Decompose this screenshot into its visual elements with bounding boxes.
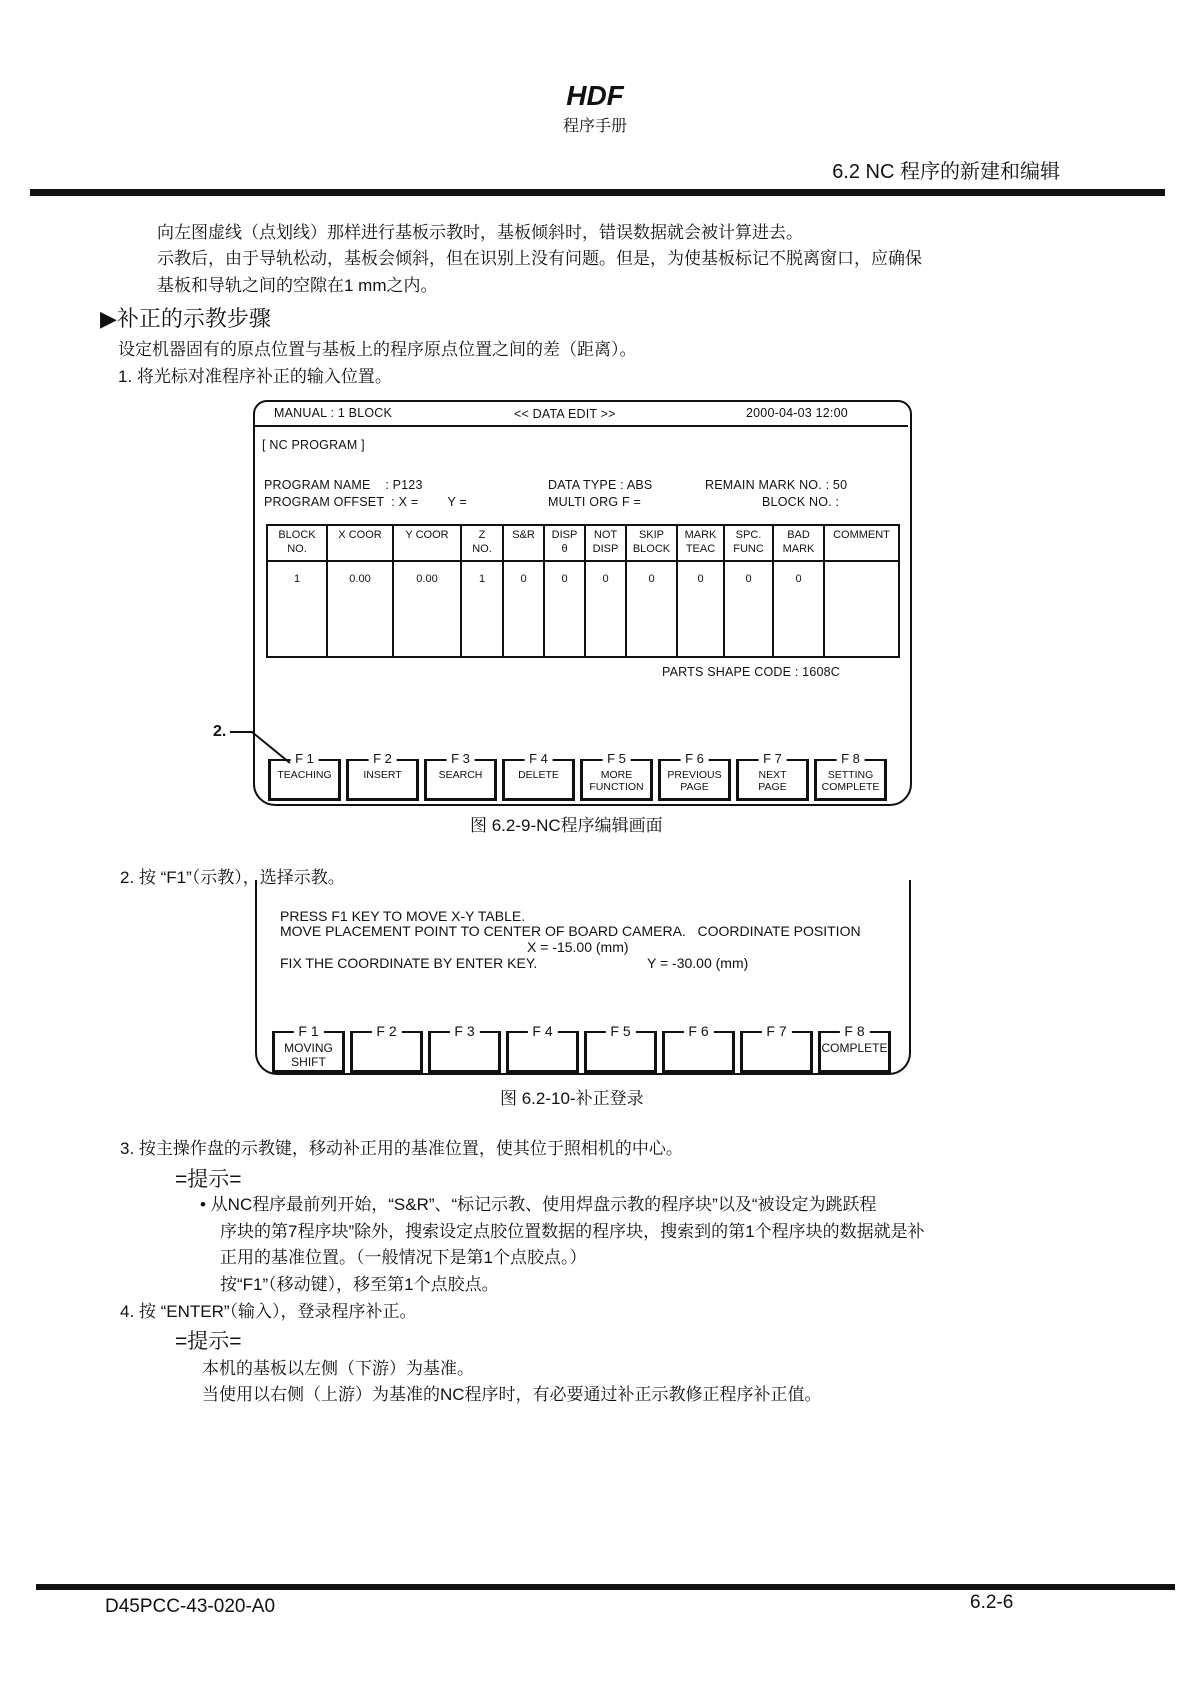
column-header-line: Z [478,529,486,541]
page-number: 6.2-6 [970,1592,1014,1613]
column-header-line: TEAC [685,543,716,555]
table-cell[interactable]: 1 [461,561,503,657]
column-header-line: NO. [287,543,307,555]
parts-shape-code: PARTS SHAPE CODE : 1608C [662,665,841,679]
function-key-label: F 7 [758,751,787,767]
function-key-label: F 7 [761,1023,791,1039]
instruction-line: FIX THE COORDINATE BY ENTER KEY. [280,955,538,971]
function-key-text: SHIFT [291,1055,326,1069]
table-cell[interactable]: 0.00 [327,561,393,657]
callout-label: 2. [213,723,227,740]
function-key-f7[interactable] [736,751,809,801]
column-header-line: BLOCK [278,529,316,541]
manual-subtitle: 程序手册 [562,118,627,135]
figure-caption: 图 6.2-10-补正登录 [500,1089,644,1108]
column-header [544,525,585,561]
triangle-marker-icon: ▶ [100,306,117,331]
function-key-text: MOVING [284,1041,333,1055]
function-key-label: F 6 [683,1023,713,1039]
program-offset: PROGRAM OFFSET : X = Y = [264,495,467,509]
function-key-label: F 1 [290,751,319,767]
function-key-label: F 1 [293,1023,323,1039]
function-key-label: F 6 [680,751,709,767]
function-key-text: PREVIOUS [667,769,722,781]
coordinate-x: X = -15.00 (mm) [527,939,629,955]
table-cell[interactable] [824,561,899,657]
table-cell[interactable]: 0 [585,561,626,657]
function-key-text: MORE [600,769,633,781]
function-key-label: F 4 [527,1023,557,1039]
column-header-line: X COOR [338,529,382,541]
column-header-line: S&R [512,529,535,541]
footer-divider [36,1584,1175,1590]
step-1: 1. 将光标对准程序补正的输入位置。 [118,367,392,386]
hint-line: • 从NC程序最前列开始，“S&R”、“标记示教、使用焊盘示教的程序块”以及“被设定为跳跃程 [200,1195,877,1214]
column-header [773,525,824,561]
column-header-line: DISP [592,543,619,555]
header-divider [30,189,1165,196]
program-name: PROGRAM NAME : P123 [264,478,423,492]
function-key-text: NEXT [758,769,787,781]
function-key-text: SETTING [827,769,874,781]
function-key-f6[interactable] [658,751,731,801]
hint-line: 当使用以右侧（上游）为基准的NC程序时，有必要通过补正示教修正程序补正值。 [202,1385,822,1404]
function-key-f7[interactable] [740,1023,813,1073]
table-header [267,525,899,561]
function-key-f6[interactable] [662,1023,735,1073]
intro-line: 示教后，由于导轨松动，基板会倾斜，但在识别上没有问题。但是，为使基板标记不脱离窗口，应确保 [157,249,922,268]
screen-title: << DATA EDIT >> [514,407,616,421]
column-header-line: BAD [787,529,810,541]
function-key-label: F 4 [524,751,553,767]
function-key-text: FUNCTION [589,781,644,793]
function-key-text: SEARCH [438,769,483,781]
column-header-line: BLOCK [632,543,671,555]
column-header-line: NO. [472,543,492,555]
function-key-f5[interactable] [584,1023,657,1073]
step-4: 4. 按 “ENTER”（输入），登录程序补正。 [120,1302,417,1321]
function-key-f2[interactable] [346,751,419,801]
table-cell[interactable]: 0 [544,561,585,657]
column-header-line: NOT [593,529,618,541]
column-header-line: θ [561,543,568,555]
function-key-label: F 3 [446,751,475,767]
function-key-f1[interactable] [268,751,341,801]
column-header [503,525,544,561]
description: 设定机器固有的原点位置与基板上的程序原点位置之间的差（距离）。 [118,340,637,359]
column-header-line: SKIP [638,529,665,541]
function-key-f1[interactable] [272,1023,345,1073]
function-key-label: F 5 [602,751,631,767]
hint-line: 按“F1”（移动键），移至第1个点胶点。 [220,1275,499,1294]
datetime: 2000-04-03 12:00 [746,406,848,420]
table-row[interactable] [267,561,899,657]
hint-line: 序块的第7程序块”除外，搜索设定点胶位置数据的程序块，搜索到的第1个程序块的数据就是补 [220,1222,925,1241]
column-header-line: DISP [551,529,578,541]
block-no: BLOCK NO. : [762,495,840,509]
column-header [677,525,724,561]
screen-header-divider [255,425,908,427]
function-key-text: TEACHING [277,769,332,781]
function-key-label: F 3 [449,1023,479,1039]
column-header [626,525,677,561]
function-key-f3[interactable] [428,1023,501,1073]
column-header-line: FUNC [733,543,764,555]
panel-title: [ NC PROGRAM ] [262,438,365,452]
intro-line: 向左图虚线（点划线）那样进行基板示教时，基板倾斜时，错误数据就会被计算进去。 [157,223,803,242]
function-key-text: INSERT [363,769,402,781]
function-key-label: F 8 [836,751,865,767]
column-header-line: MARK [782,543,815,555]
table-cell[interactable]: 0 [724,561,773,657]
table-cell[interactable]: 1 [267,561,327,657]
column-header [824,525,899,561]
function-key-label: F 8 [839,1023,869,1039]
table-cell[interactable]: 0 [677,561,724,657]
column-header-line: SPC. [735,529,762,541]
column-header [267,525,327,561]
column-header [393,525,461,561]
function-key-f4[interactable] [506,1023,579,1073]
section-heading [100,302,271,333]
nc-program-table [266,524,900,658]
column-header-line: COMMENT [833,529,890,541]
function-key-text: PAGE [758,781,787,793]
figure-caption: 图 6.2-9-NC程序编辑画面 [470,816,663,835]
function-key-f8[interactable] [814,751,887,801]
function-key-label: F 2 [371,1023,401,1039]
table-cell[interactable]: 0 [503,561,544,657]
instruction-line: MOVE PLACEMENT POINT TO CENTER OF BOARD CAMERA. COORDINATE POSITION [280,923,861,939]
table-cell[interactable]: 0 [773,561,824,657]
hint-line: 本机的基板以左侧（下游）为基准。 [202,1359,474,1378]
document-number: D45PCC-43-020-A0 [105,1596,276,1617]
coordinate-y: Y = -30.00 (mm) [647,955,749,971]
function-key-f5[interactable] [580,751,653,801]
column-header [585,525,626,561]
column-header-line: MARK [684,529,717,541]
heading-title: 补正的示教步骤 [116,306,271,331]
column-header [461,525,503,561]
multi-org: MULTI ORG F = [548,495,641,509]
hint-label: =提示= [175,1330,242,1353]
function-key-text: COMPLETE [821,1041,888,1055]
column-header [327,525,393,561]
function-key-label: F 2 [368,751,397,767]
intro-line: 基板和导轨之间的空隙在1 mm之内。 [157,276,438,295]
hint-line: 正用的基准位置。（一般情况下是第1个点胶点。） [220,1248,587,1267]
hint-label: =提示= [175,1168,242,1191]
function-key-f4[interactable] [502,751,575,801]
function-key-text: DELETE [518,769,559,781]
brand-logo: HDF [566,80,624,111]
remain-mark: REMAIN MARK NO. : 50 [705,478,848,492]
data-type: DATA TYPE : ABS [548,478,653,492]
function-key-text: COMPLETE [821,781,880,793]
instruction-line: PRESS F1 KEY TO MOVE X-Y TABLE. [280,908,526,924]
step-3: 3. 按主操作盘的示教键，移动补正用的基准位置，使其位于照相机的中心。 [120,1139,683,1158]
function-key-f8[interactable] [818,1023,891,1073]
function-key-f2[interactable] [350,1023,423,1073]
section-title: 6.2 NC 程序的新建和编辑 [832,161,1060,183]
function-key-f3[interactable] [424,751,497,801]
column-header [724,525,773,561]
step-2: 2. 按 “F1”（示教），选择示教。 [120,868,345,887]
table-cell[interactable]: 0.00 [393,561,461,657]
table-cell[interactable]: 0 [626,561,677,657]
function-key-text: PAGE [680,781,709,793]
mode-label: MANUAL : 1 BLOCK [274,406,393,420]
column-header-line: Y COOR [405,529,449,541]
function-key-label: F 5 [605,1023,635,1039]
